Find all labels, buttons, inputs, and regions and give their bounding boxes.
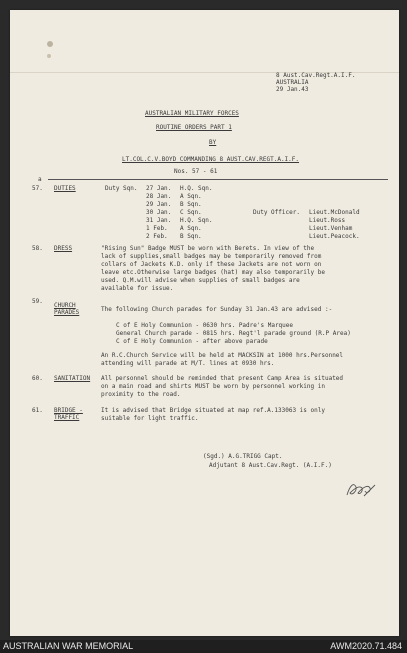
duty-officer: Lieut.Peacock. <box>309 233 360 240</box>
by-label: BY <box>209 139 217 146</box>
church-text: C of E Holy Communion - after above parade <box>116 338 268 345</box>
duty-officer-label: Duty Officer. <box>253 209 300 216</box>
duty-date: 27 Jan. <box>146 185 172 192</box>
handwritten-initials <box>344 479 378 501</box>
document-page <box>10 10 399 636</box>
header-date: 29 Jan.43 <box>276 86 309 93</box>
church-text: attending will parade at M/T. lines at 0930 hrs. <box>101 360 275 367</box>
duty-officer: Lieut.McDonald <box>309 209 360 216</box>
church-text: General Church parade - 0815 hrs. Regt'l parade ground (R.P Area) <box>116 330 351 337</box>
duty-date: 2 Feb. <box>146 233 168 240</box>
archive-footer <box>0 640 407 653</box>
duty-officer: Lieut.Ross <box>309 217 346 224</box>
force-title: AUSTRALIAN MILITARY FORCES <box>145 110 239 117</box>
punch-hole <box>47 54 51 58</box>
margin-mark: a <box>38 176 42 183</box>
church-text: An R.C.Church Service will be held at MACKSIN at 1000 hrs.Personnel <box>101 352 344 359</box>
punch-hole <box>47 41 53 47</box>
dress-text: available for issue. <box>101 285 174 292</box>
header-country: AUSTRALIA <box>276 79 309 86</box>
bridge-text: suitable for light traffic. <box>101 415 199 422</box>
item-heading: DUTIES <box>54 185 76 192</box>
title-rule <box>48 179 388 180</box>
duty-squadron: B Sqn. <box>180 201 202 208</box>
header-unit: 8 Aust.Cav.Regt.A.I.F. <box>276 72 356 79</box>
signature-name: (Sgd.) A.G.TRIGG Capt. <box>203 453 283 460</box>
duty-date: 29 Jan. <box>146 201 172 208</box>
sanitation-text: proximity to the road. <box>101 391 181 398</box>
dress-text: leave etc.Otherwise large badges (hat) may also temporarily be <box>101 269 325 276</box>
church-text: C of E Holy Communion - 0630 hrs. Padre's Marquee <box>116 322 294 329</box>
duty-date: 28 Jan. <box>146 193 172 200</box>
commander-title: LT.COL.C.V.BOYD COMMANDING 8 AUST.CAV.REGT.A.I.F. <box>122 156 300 163</box>
duty-date: 31 Jan. <box>146 217 172 224</box>
item-heading: TRAFFIC <box>54 414 80 421</box>
sanitation-text: on a main road and shirts MUST be worn by personnel working in <box>101 383 325 390</box>
footer-accession: AWM2020.71.484 <box>330 641 402 651</box>
dress-text: used. Q.M.will advise when supplies of small badges are <box>101 277 300 284</box>
church-text: The following Church parades for Sunday 31 Jan.43 are advised :- <box>101 306 333 313</box>
item-number: 57. <box>32 185 43 192</box>
bridge-text: It is advised that Bridge situated at map ref.A.133063 is only <box>101 407 325 414</box>
item-number: 58. <box>32 245 43 252</box>
duty-date: 30 Jan. <box>146 209 172 216</box>
duty-date: 1 Feb. <box>146 225 168 232</box>
item-heading: BRIDGE - <box>54 407 83 414</box>
orders-title: ROUTINE ORDERS PART 1 <box>156 124 232 131</box>
item-heading: PARADES <box>54 309 80 316</box>
duty-squadron: A Sqn. <box>180 225 202 232</box>
item-number: 59. <box>32 298 43 305</box>
signature-title: Adjutant 8 Aust.Cav.Regt. (A.I.F.) <box>209 462 332 469</box>
item-heading: DRESS <box>54 245 73 252</box>
duty-officer: Lieut.Venham <box>309 225 353 232</box>
sanitation-text: All personnel should be reminded that present Camp Area is situated <box>101 375 344 382</box>
item-number: 60. <box>32 375 43 382</box>
duty-squadron-label: Duty Sqn. <box>105 185 138 192</box>
duty-squadron: B Sqn. <box>180 233 202 240</box>
dress-text: lack of supplies,small badges may be temporarily removed from <box>101 253 322 260</box>
item-heading: SANITATION <box>54 375 91 382</box>
duty-squadron: H.Q. Sqn. <box>180 217 213 224</box>
item-number: 61. <box>32 407 43 414</box>
duty-squadron: H.Q. Sqn. <box>180 185 213 192</box>
item-heading: CHURCH <box>54 302 76 309</box>
duty-squadron: A Sqn. <box>180 193 202 200</box>
dress-text: "Rising Sun" Badge MUST be worn with Berets. In view of the <box>101 245 315 252</box>
footer-source: AUSTRALIAN WAR MEMORIAL <box>3 641 134 651</box>
dress-text: collars of Jackets K.D. only if these Jackets are not worn on <box>101 261 322 268</box>
duty-squadron: C Sqn. <box>180 209 202 216</box>
order-numbers: Nos. 57 - 61 <box>174 168 218 175</box>
